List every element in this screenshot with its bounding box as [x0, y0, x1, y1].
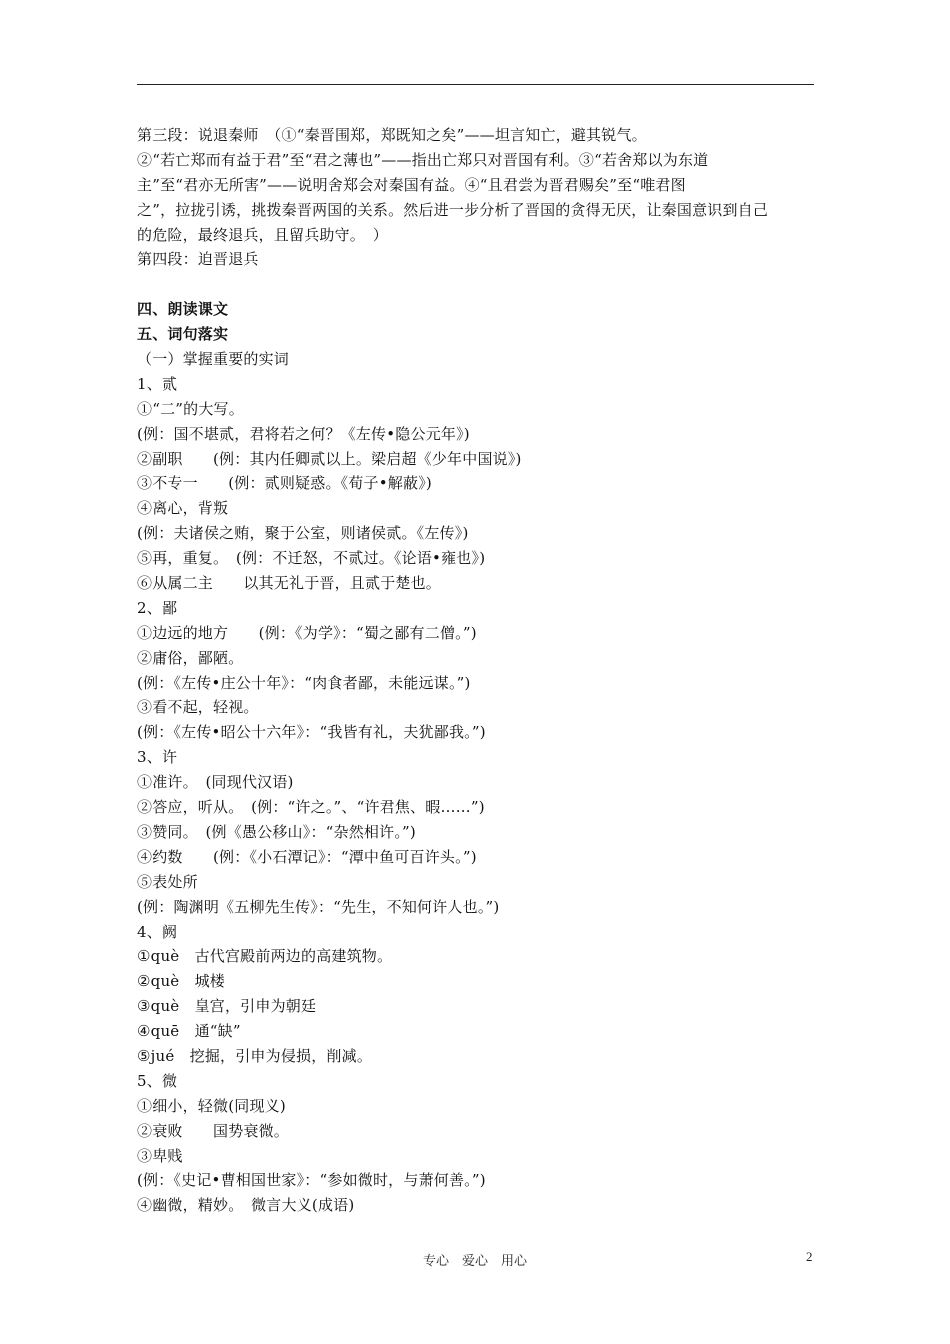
section-heading: 四、朗读课文	[137, 300, 229, 319]
vocab-example: (例：《史记•曹相国世家》：“参如微时，与萧何善。”)	[137, 1171, 486, 1190]
vocab-definition: ②庸俗，鄙陋。	[137, 648, 244, 667]
vocab-term: 1、贰	[137, 374, 178, 393]
text-line: 第四段：迫晋退兵	[137, 250, 259, 269]
vocab-definition: ④离心，背叛	[137, 499, 229, 518]
vocab-example: (例：夫诸侯之贿，聚于公室，则诸侯贰。《左传》)	[137, 524, 469, 543]
vocab-definition: ②què 城楼	[137, 972, 225, 991]
vocab-example: (例：《左传•庄公十年》：“肉食者鄙，未能远谋。”)	[137, 673, 471, 692]
vocab-definition: ⑤jué 挖掘，引申为侵损，削减。	[137, 1046, 373, 1065]
vocab-term: 5、微	[137, 1071, 178, 1090]
vocab-definition: ①准许。 (同现代汉语)	[137, 773, 294, 792]
vocab-definition: ④约数 (例：《小石潭记》：“潭中鱼可百许头。”)	[137, 847, 477, 866]
vocab-term: 2、鄙	[137, 598, 178, 617]
vocab-example: (例：《左传•昭公十六年》：“我皆有礼，夫犹鄙我。”)	[137, 723, 486, 742]
page-content	[137, 123, 827, 1218]
vocab-definition: ③卑贱	[137, 1146, 183, 1165]
vocab-definition: ④quē 通“缺”	[137, 1022, 241, 1041]
vocab-example: (例：国不堪贰，君将若之何？《左传•隐公元年》)	[137, 424, 470, 443]
vocab-definition: ①细小，轻微(同现义)	[137, 1096, 286, 1115]
vocab-definition: ③看不起，轻视。	[137, 698, 259, 717]
vocab-definition: ③赞同。 (例《愚公移山》：“杂然相许。”)	[137, 822, 416, 841]
text-line: 之”，拉拢引诱，挑拨秦晋两国的关系。然后进一步分析了晋国的贪得无厌，让秦国意识到自己	[137, 200, 769, 219]
vocab-definition: ①què 古代宫殿前两边的高建筑物。	[137, 947, 393, 966]
subsection-heading: （一）掌握重要的实词	[137, 350, 290, 369]
text-line: 第三段：说退秦师 （①“秦晋围郑，郑既知之矣”——坦言知亡，避其锐气。	[137, 126, 647, 144]
vocab-term: 3、许	[137, 748, 178, 767]
vocab-definition: ③què 皇宫，引申为朝廷	[137, 997, 317, 1016]
vocab-term: 4、阙	[137, 922, 178, 941]
vocab-definition: ①边远的地方 (例：《为学》：“蜀之鄙有二僧。”)	[137, 623, 477, 642]
text-line: 主”至“君亦无所害”——说明舍郑会对秦国有益。④“且君尝为晋君赐矣”至“唯君图	[137, 175, 686, 194]
page-number: 2	[806, 1249, 813, 1264]
vocab-definition: ③不专一 (例：贰则疑惑。《荀子•解蔽》)	[137, 474, 432, 493]
vocab-definition: ⑥从属二主 以其无礼于晋，且贰于楚也。	[137, 574, 442, 593]
section-heading: 五、词句落实	[137, 325, 229, 344]
vocab-definition: ②衰败 国势衰微。	[137, 1121, 290, 1140]
vocab-definition: ①“二”的大写。	[137, 399, 244, 418]
vocab-definition: ②副职 (例：其内任卿贰以上。梁启超《少年中国说》)	[137, 449, 522, 468]
vocab-example: (例：陶渊明《五柳先生传》：“先生，不知何许人也。”)	[137, 897, 500, 916]
text-line: ②“若亡郑而有益于君”至“君之薄也”——指出亡郑只对晋国有利。③“若舍郑以为东道	[137, 150, 709, 169]
vocab-definition: ⑤表处所	[137, 872, 198, 891]
blank-line	[137, 272, 827, 297]
vocab-definition: ④幽微，精妙。 微言大义(成语)	[137, 1196, 355, 1215]
header-rule	[137, 84, 814, 85]
vocab-definition: ②答应，听从。 (例：“许之。”、“许君焦、暇……”)	[137, 798, 485, 817]
text-line: 的危险，最终退兵，且留兵助守。 ）	[137, 225, 388, 244]
footer-motto: 专心 爱心 用心	[422, 1254, 527, 1269]
vocab-definition: ⑤再，重复。 (例：不迁怒，不贰过。《论语•雍也》)	[137, 549, 486, 568]
